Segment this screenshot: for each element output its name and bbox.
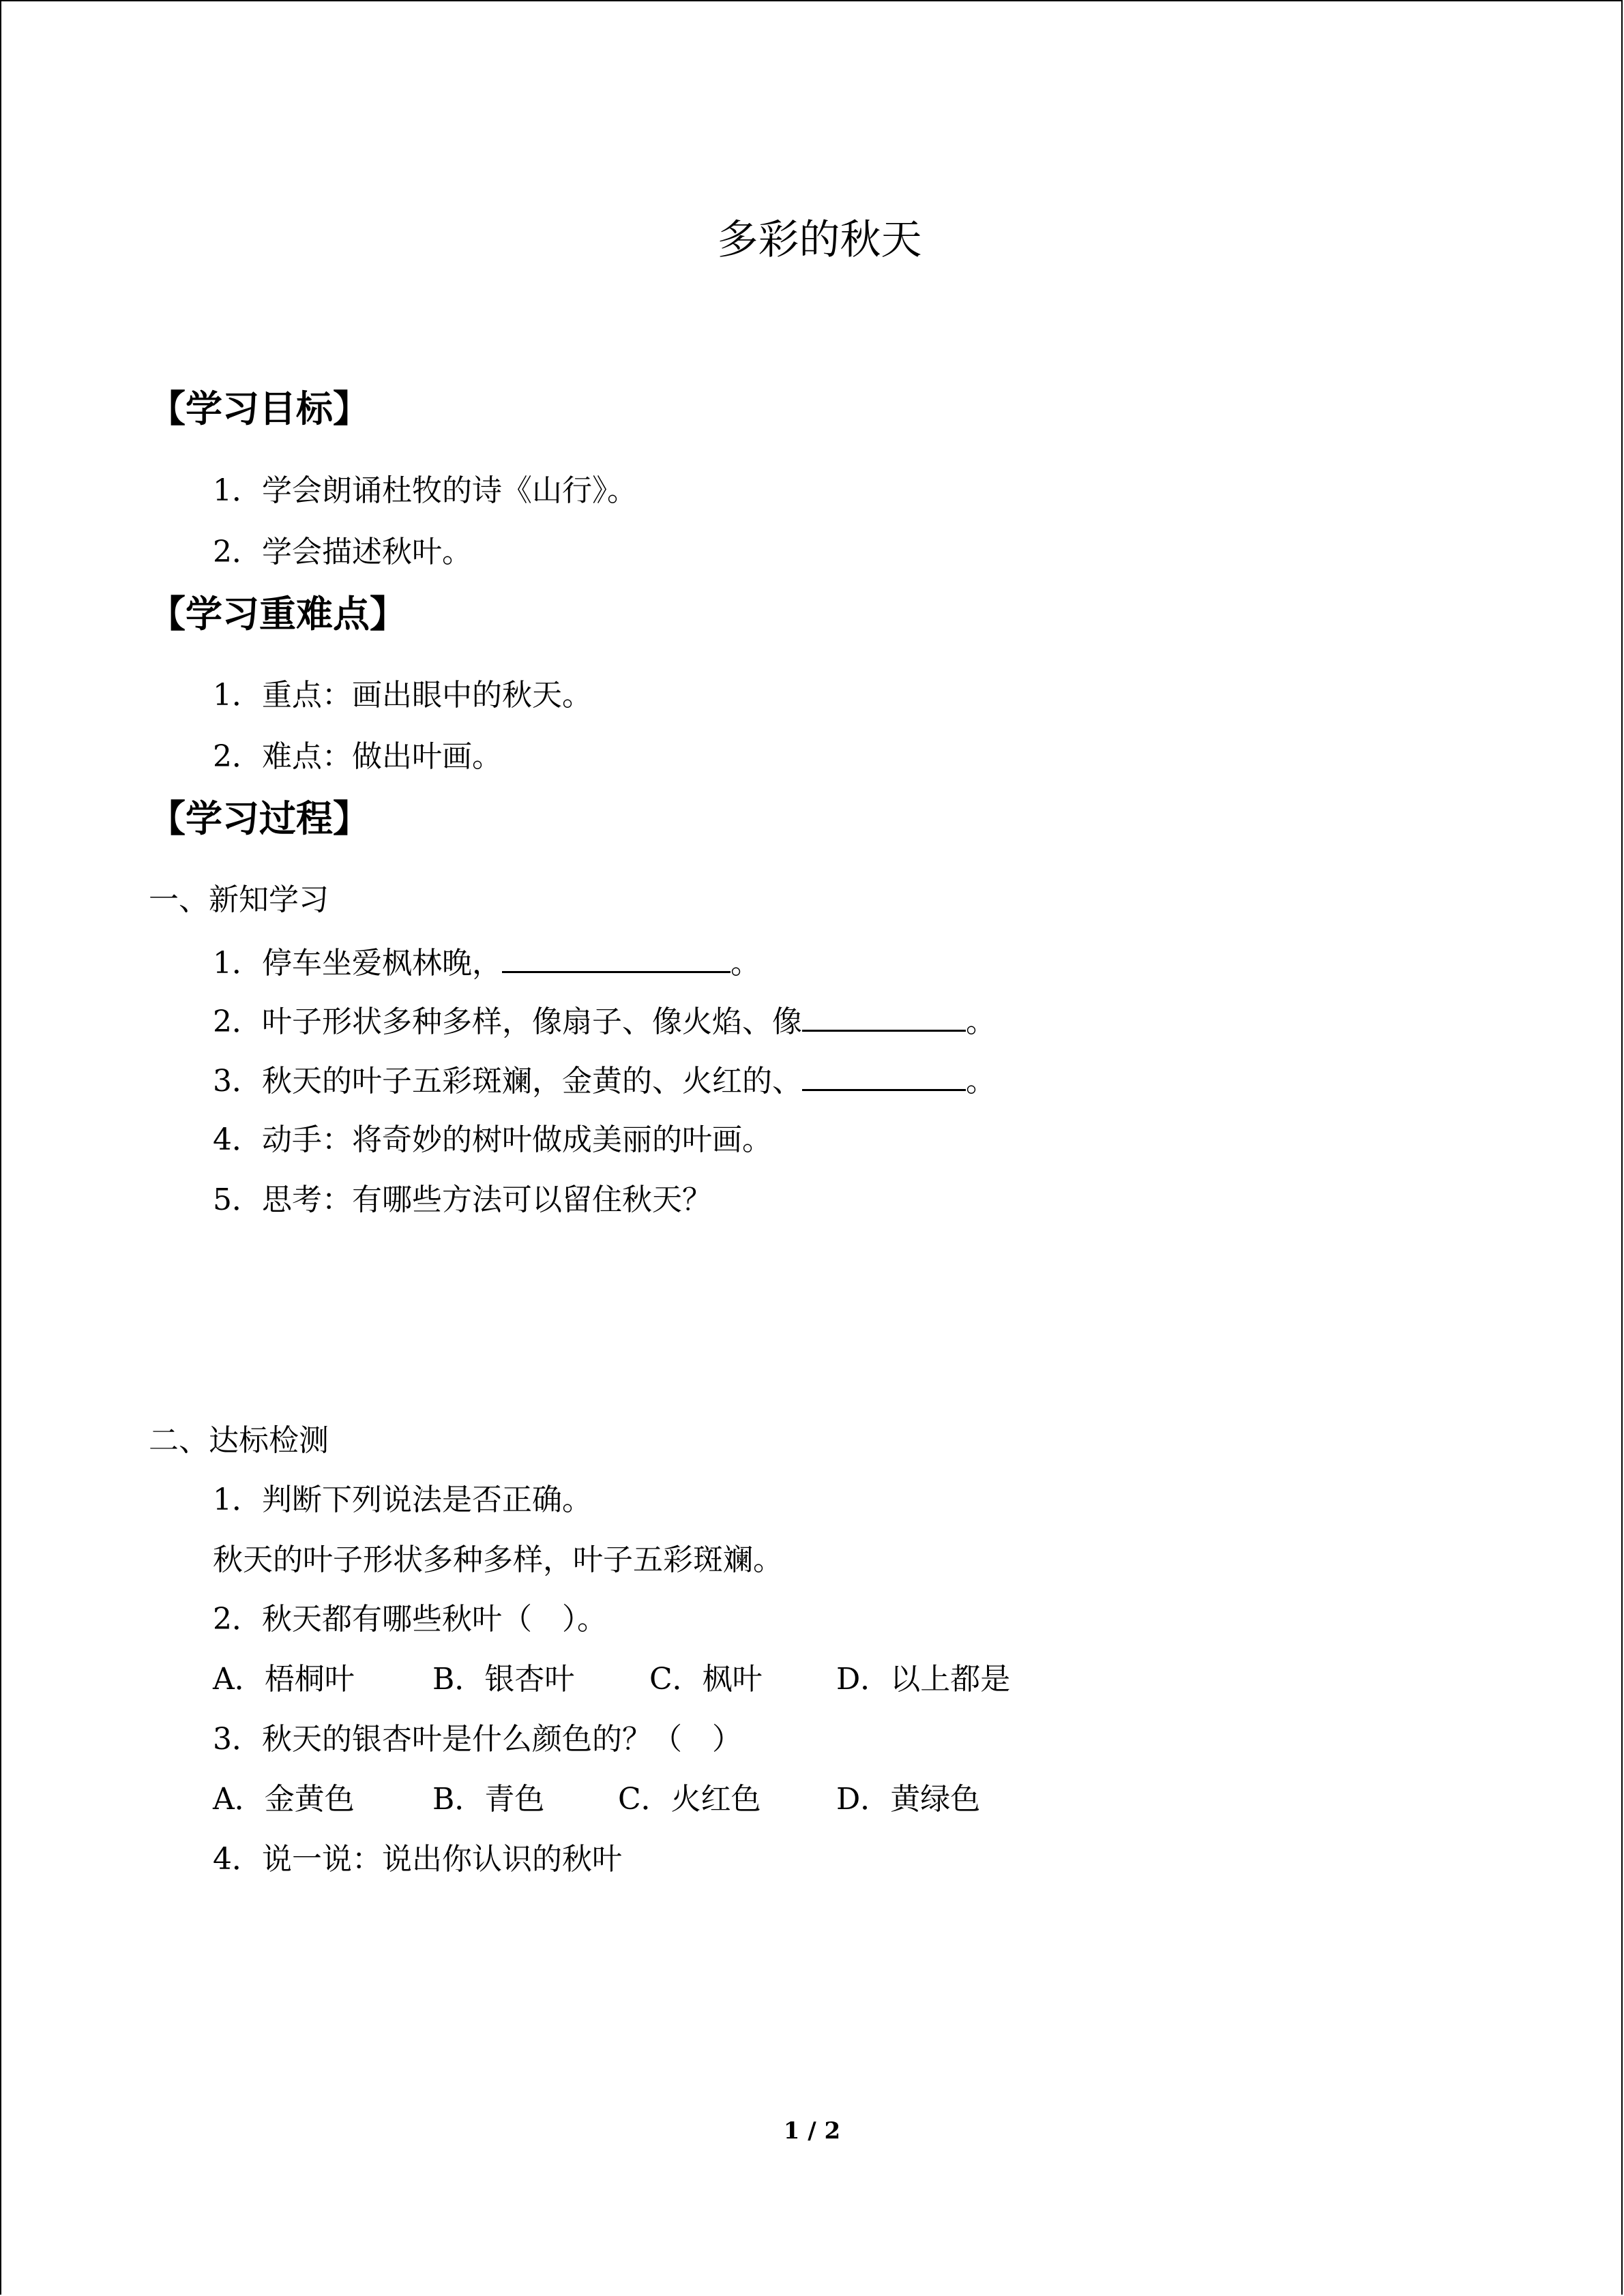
part2-question-4: 4．说一说：说出你认识的秋叶: [213, 1842, 622, 1877]
key-points-heading: 【学习重难点】: [149, 593, 407, 636]
part1-title: 一、新知学习: [149, 882, 329, 917]
q2-blank[interactable]: [802, 1002, 966, 1032]
q3-blank[interactable]: [802, 1062, 966, 1091]
part2-question-2-options: [213, 1659, 1010, 1700]
part2-question-1: 1．判断下列说法是否正确。: [213, 1482, 592, 1517]
part2-title: 二、达标检测: [149, 1423, 329, 1458]
q1-blank[interactable]: [502, 944, 730, 973]
q2-prefix: 2．叶子形状多种多样，像扇子、像火焰、像: [213, 1004, 802, 1039]
goal-item-1: 1．学会朗诵杜牧的诗《山行》。: [213, 473, 637, 508]
key-point-item-1: 1．重点：画出眼中的秋天。: [213, 678, 592, 713]
q3-suffix: 。: [966, 1064, 996, 1099]
process-heading: 【学习过程】: [149, 797, 370, 840]
page-number: 1 / 2: [783, 2117, 841, 2145]
q2-suffix: 。: [966, 1004, 996, 1039]
goal-item-2: 2．学会描述秋叶。: [213, 535, 472, 569]
part2-question-2: 2．秋天都有哪些秋叶（ ）。: [213, 1602, 607, 1637]
q2-option-b[interactable]: B．银杏叶: [432, 1662, 575, 1697]
q3-prefix: 3．秋天的叶子五彩斑斓，金黄的、火红的、: [213, 1064, 802, 1099]
key-point-item-2: 2．难点：做出叶画。: [213, 739, 502, 774]
part1-question-3: [213, 1061, 996, 1102]
q1-suffix: 。: [730, 946, 761, 981]
q1-prefix: 1．停车坐爱枫林晚，: [213, 946, 502, 981]
goals-heading: 【学习目标】: [149, 387, 370, 430]
q3-option-a[interactable]: A．金黄色: [213, 1782, 355, 1817]
q2-option-d[interactable]: D．以上都是: [836, 1662, 1011, 1697]
q3-option-c[interactable]: C．火红色: [618, 1782, 761, 1817]
part1-question-2: [213, 1002, 996, 1043]
q3-option-d[interactable]: D．黄绿色: [836, 1782, 981, 1817]
part1-question-1: [213, 943, 761, 984]
document-title: 多彩的秋天: [717, 216, 922, 264]
part2-question-1-statement: 秋天的叶子形状多种多样，叶子五彩斑斓。: [213, 1542, 783, 1577]
q2-option-c[interactable]: C．枫叶: [649, 1662, 763, 1697]
q2-option-a[interactable]: A．梧桐叶: [213, 1662, 355, 1697]
q3-option-b[interactable]: B．青色: [432, 1782, 545, 1817]
part2-question-3-options: [213, 1779, 980, 1820]
part1-question-4: 4．动手：将奇妙的树叶做成美丽的叶画。: [213, 1122, 772, 1157]
part2-question-3: 3．秋天的银杏叶是什么颜色的？（ ）: [213, 1722, 742, 1757]
part1-question-5: 5．思考：有哪些方法可以留住秋天？: [213, 1182, 712, 1217]
